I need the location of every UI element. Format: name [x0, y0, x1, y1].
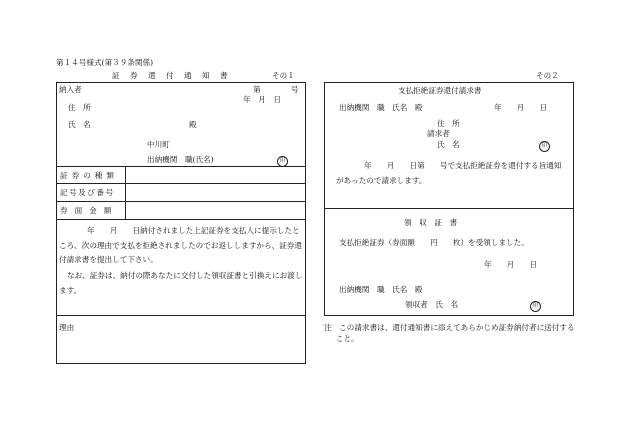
town-name: 中川町 — [147, 140, 170, 149]
notice-text: 年 月 日納付されました上記証券を支払人に提示したところ、次の理由で支払を拒絶されましたのでお返ししますから、証券還付請求書を提出して下さい。 — [59, 226, 302, 264]
refund-notice-form — [56, 82, 306, 364]
request-text: 年 月 日第 号で支払拒絶証券を還付する旨通知があったので請求します。 — [336, 161, 562, 185]
requester-label: 請求者 — [427, 129, 450, 138]
left-part-label: その１ — [272, 71, 295, 80]
receiver-label: 領収者 氏 名 — [405, 300, 459, 309]
row-label-number: 記号及び番号 — [60, 188, 115, 197]
receipt-addressee: 出納機関 職 氏名 殿 — [339, 285, 423, 294]
notice-number: 第 号 — [253, 85, 299, 94]
receipt-date: 年 月 日 — [484, 260, 538, 269]
right-part-label: その２ — [536, 71, 559, 80]
seal-mark: 印 — [539, 141, 550, 152]
form-number: 第１４号様式(第３９条関係) — [56, 58, 154, 67]
row-label-security-type: 証券の種類 — [60, 171, 118, 180]
official-label: 出納機関 職(氏名) — [147, 155, 214, 164]
request-date: 年 月 日 — [494, 103, 548, 112]
payer-name-label: 氏 名 — [68, 120, 91, 129]
form-note: 注 この請求書は、還付通知書に添えてあらかじめ証券納付者に送付すること。 — [324, 323, 575, 343]
requester-address-label: 住 所 — [437, 119, 460, 128]
request-title: 支払拒絶証券還付請求書 — [398, 86, 482, 95]
request-addressee: 出納機関 職 氏名 殿 — [339, 103, 423, 112]
honorific: 殿 — [189, 120, 197, 129]
refund-request-form — [324, 82, 574, 316]
payer-label: 納入者 — [59, 85, 82, 94]
seal-mark: 印 — [277, 156, 288, 167]
requester-name-label: 氏 名 — [437, 140, 460, 149]
left-form-title: 証 券 還 付 通 知 書 — [112, 71, 232, 80]
receipt-title: 領 収 証 書 — [404, 218, 458, 227]
seal-mark: 印 — [530, 301, 541, 312]
notice-date: 年 月 日 — [243, 95, 281, 104]
reason-label: 理由 — [59, 323, 75, 332]
row-label-face-value: 券面金額 — [60, 206, 119, 215]
payer-address-label: 住 所 — [68, 103, 91, 112]
notice-text-note: なお、証券は、納付の際あなたに交付した領収証書と引換えにお渡します。 — [59, 271, 303, 295]
receipt-text: 支払拒絶証券（券面額 円 枚）を受領しました。 — [339, 238, 529, 247]
